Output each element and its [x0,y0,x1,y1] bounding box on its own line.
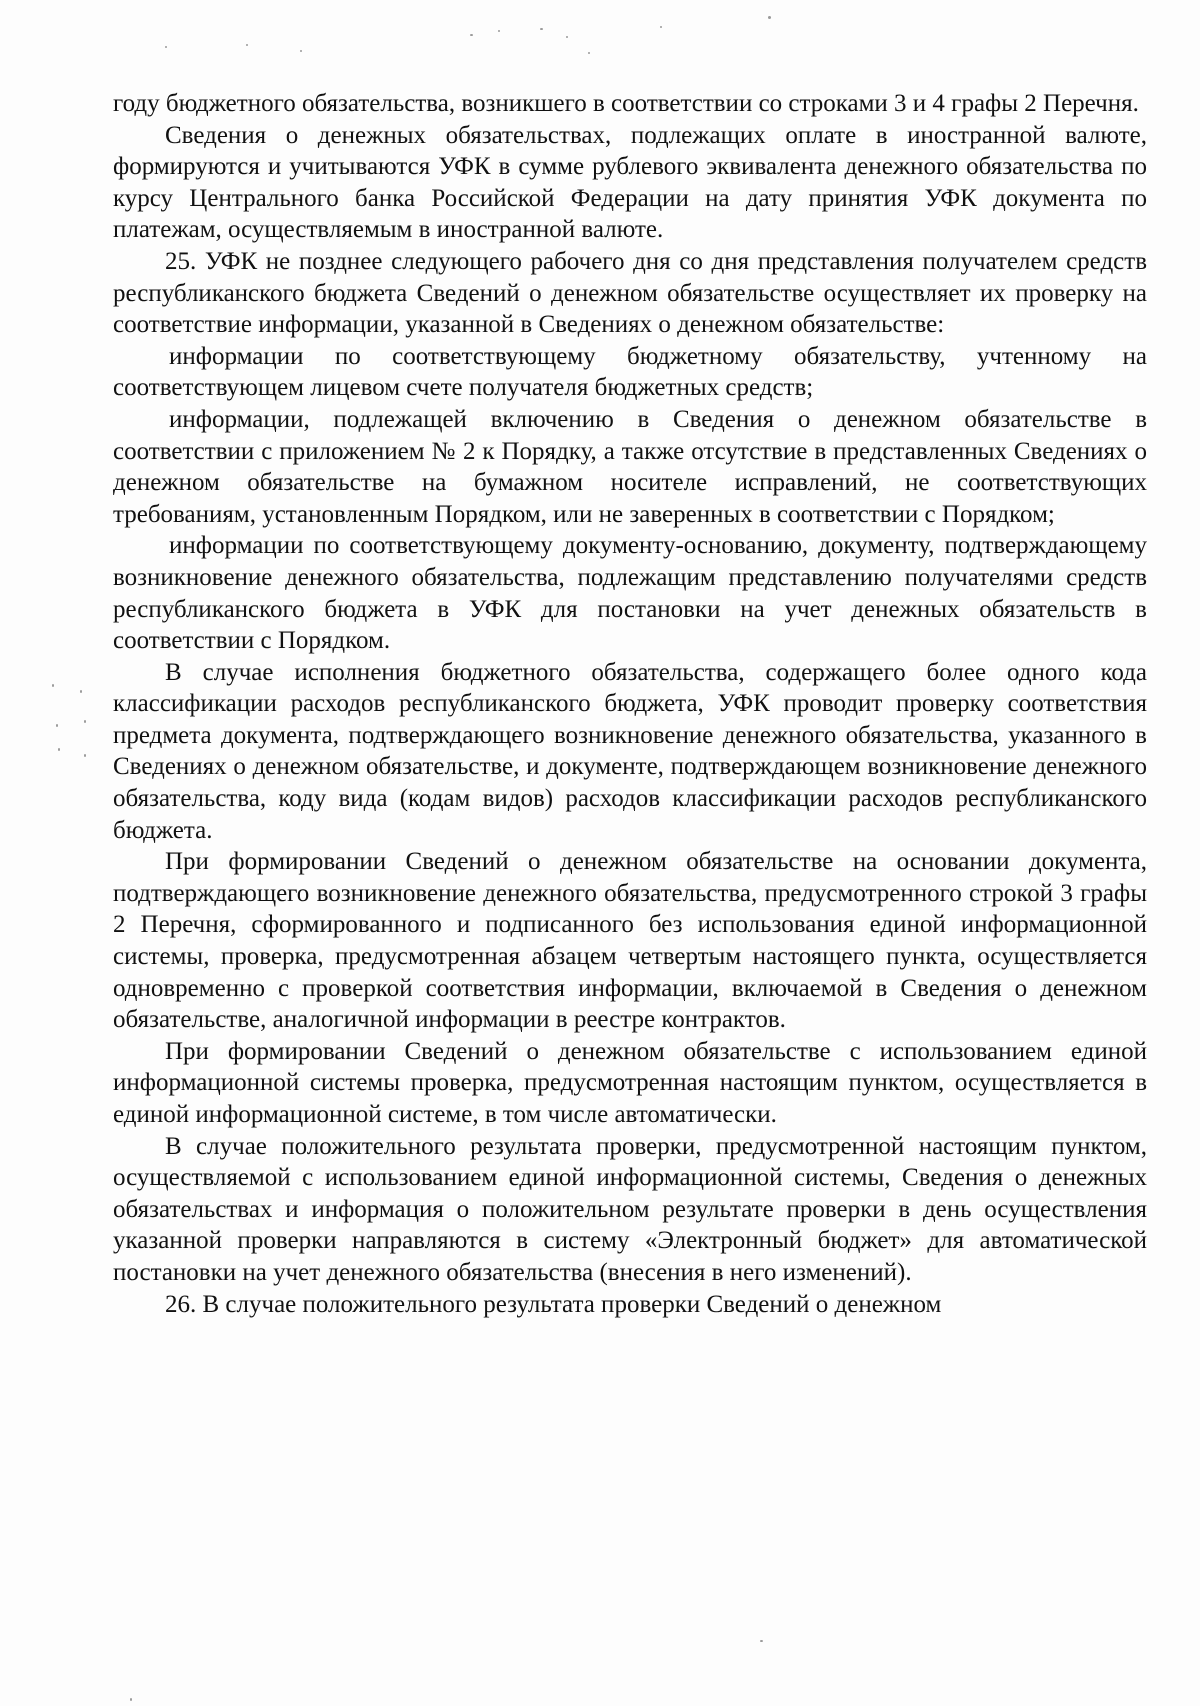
paragraph-check-budget-obligation: информации по соответствующему бюджетному обязательству, учтенному на соответствующем лицевом счете получателя бюджетных средств; [113,342,1147,402]
paragraph-positive-result: В случае положительного результата проверки, предусмотренной настоящим пунктом, осуществляемой с использованием единой информационной системы, Сведения о денежных обязательствах и информация о положительном результате проверки в день осуществления указанной проверки направляются в систему «Электронный бюджет» для автоматической постановки на учет денежного обязательства (внесения в него изменений). [113,1132,1147,1286]
scan-speck [588,52,590,54]
paragraph-check-base-document: информации по соответствующему документу-основанию, документу, подтверждающему возникновение денежного обязательства, подлежащим представлению получателями средств республиканского бюджета в УФК для постановки на учет денежных обязательств в соответствии с Порядком. [113,532,1147,655]
paragraph-multiple-codes: В случае исполнения бюджетного обязательства, содержащего более одного кода классификации расходов республиканского бюджета, УФК проводит проверку соответствия предмета документа, подтверждающего возникновение денежного обязательства, указанного в Сведениях о денежном обязательстве, и документе, подтверждающем возникновение денежного обязательства, коду вида (кодам видов) расходов классификации расходов республиканского бюджета. [113,658,1147,844]
paragraph-with-eis: При формировании Сведений о денежном обязательстве с использованием единой информационной системы проверка, предусмотренная настоящим пунктом, осуществляется в единой информационной системе, в том числе автоматически. [113,1037,1147,1128]
paragraph-without-eis: При формировании Сведений о денежном обязательстве на основании документа, подтверждающего возникновение денежного обязательства, предусмотренного строкой 3 графы 2 Перечня, сформированного и подписанного без использования единой информационной системы, проверка, предусмотренная абзацем четвертым настоящего пункта, осуществляется одновременно с проверкой соответствия информации, включаемой в Сведения о денежном обязательстве, аналогичной информации в реестре контрактов. [113,848,1147,1034]
scan-speck [84,720,86,723]
scan-speck [768,16,771,19]
scan-speck [52,684,54,687]
scan-speck [56,724,58,727]
paragraph-foreign-currency: Сведения о денежных обязательствах, подлежащих оплате в иностранной валюте, формируются и учитываются УФК в сумме рублевого эквивалента денежного обязательства по курсу Центрального банка Российской Федерации на дату принятия УФК документа по платежам, осуществляемым в иностранной валюте. [113,121,1147,244]
scan-speck [660,26,662,28]
scan-speck [566,36,568,38]
scan-speck [130,1698,132,1701]
scan-speck [470,34,473,36]
document-body [113,88,1147,1320]
scan-speck [540,28,543,30]
paragraph-clause-25: 25. УФК не позднее следующего рабочего дня со дня представления получателем средств республиканского бюджета Сведений о денежном обязательстве осуществляет их проверку на соответствие информации, указанной в Сведениях о денежном обязательстве: [113,247,1147,339]
scan-speck [246,44,248,46]
scan-speck [80,690,82,693]
paragraph-check-appendix-2: информации, подлежащей включению в Сведения о денежном обязательстве в соответствии с приложением № 2 к Порядку, а также отсутствие в представленных Сведениях о денежном обязательстве на бумажном носителе исправлений, не соответствующих требованиям, установленным Порядком, или не заверенных в соответствии с Порядком; [113,405,1147,528]
scan-speck [84,754,86,757]
scan-speck [760,1640,763,1642]
scan-speck [498,30,500,32]
scan-speck [165,46,167,48]
paragraph-clause-26: 26. В случае положительного результата проверки Сведений о денежном [165,1290,942,1318]
paragraph-continuation: году бюджетного обязательства, возникшего в соответствии со строками 3 и 4 графы 2 Перечня. [113,90,1139,117]
scan-speck [58,748,60,751]
scan-speck [300,50,302,52]
